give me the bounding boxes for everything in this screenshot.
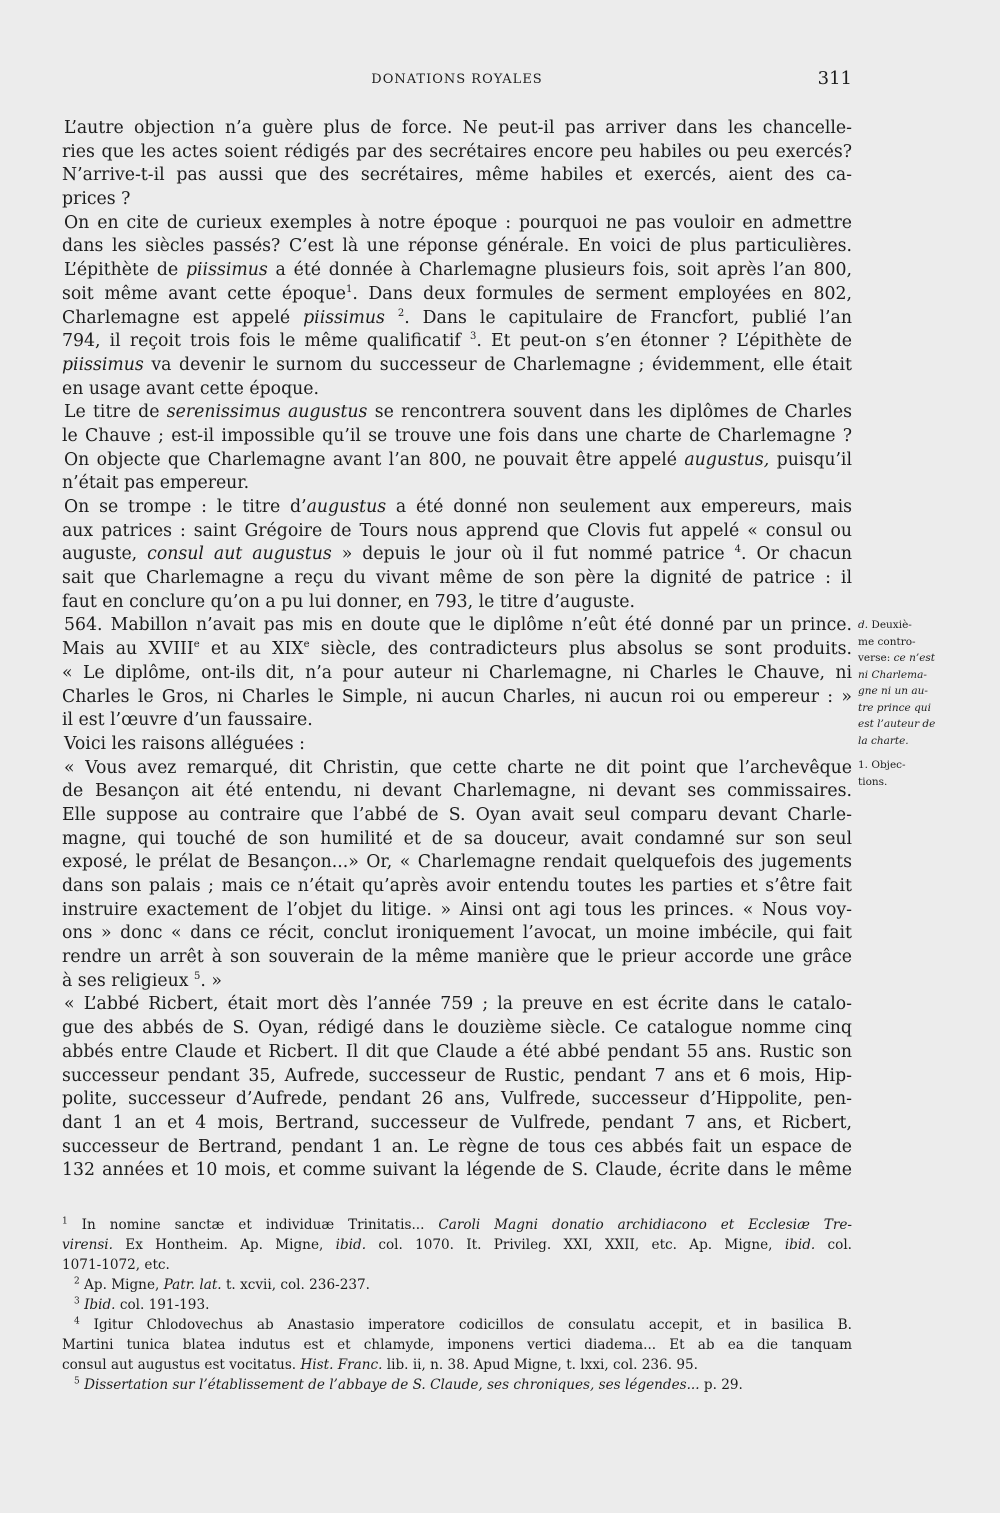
text-line: auguste, consul aut augustus » depuis le jour où il fut nommé patrice $^4$. Or chacun	[62, 544, 852, 565]
text-line: le Chauve ; est-il impossible qu’il se trouve une fois dans une charte de Charlemagne ?	[62, 425, 852, 446]
footnote-line: $^5$ Dissertation sur l’établissement de l’abbaye de S. Claude, ses chroniques, ses légendes... p. 29.	[74, 1376, 743, 1393]
footnote-line: $^3$ Ibid. col. 191-193.	[74, 1296, 210, 1313]
text-line: magne, qui touché de son humilité et de sa douceur, avait condamné sur son seul	[62, 828, 852, 849]
margin-note-objections	[858, 757, 958, 790]
margin-note-line: d. Deuxiè-	[858, 619, 912, 631]
main-text	[62, 117, 852, 1183]
text-line: Charles le Gros, ni Charles le Simple, ni aucun Charles, ni aucun roi ou empereur : »	[62, 686, 852, 707]
text-line: dant 1 an et 4 mois, Bertrand, successeur de Vulfrede, pendant 7 ans, et Ricbert,	[62, 1112, 852, 1133]
margin-note-line: la charte.	[858, 734, 909, 747]
text-line: « L’abbé Ricbert, était mort dès l’année 759 ; la preuve en est écrite dans le catalo-	[64, 994, 852, 1015]
text-line: n’était pas empereur.	[62, 473, 250, 494]
margin-note-line: 1. Objec-	[858, 759, 906, 771]
text-line: abbés entre Claude et Ricbert. Il dit que Claude a été abbé pendant 55 ans. Rustic son	[62, 1041, 852, 1062]
text-line: 564. Mabillon n’avait pas mis en doute que le diplôme n’eût été donné par un prince.	[64, 615, 852, 636]
footnote-line: $^4$ Igitur Chlodovechus ab Anastasio imperatore codicillos de consulatu accepit, et in basilica B.	[74, 1316, 852, 1333]
text-line: L’autre objection n’a guère plus de force. Ne peut-il pas arriver dans les chancelle-	[64, 118, 852, 138]
text-line: L’épithète de piissimus a été donnée à Charlemagne plusieurs fois, soit après l’an 800,	[64, 260, 852, 281]
text-line: polite, successeur d’Aufrede, pendant 26 ans, Vulfrede, successeur d’Hippolite, pen-	[62, 1089, 852, 1110]
margin-note-line: me contro-	[858, 635, 916, 648]
text-line: dans son palais ; mais ce n’était qu’après avoir entendu toutes les parties et s’être fait	[62, 876, 852, 896]
text-line: N’arrive-t-il pas aussi que des secrétaires, même habiles et exercés, aient des ca-	[62, 165, 852, 186]
page-number: 311	[817, 68, 852, 89]
text-line: Elle suppose au contraire que l’abbé de S. Oyan avait seul comparu devant Charle-	[62, 804, 852, 825]
text-line: il est l’œuvre d’un faussaire.	[62, 710, 313, 731]
text-line: On objecte que Charlemagne avant l’an 800, ne pouvait être appelé augustus, puisqu’il	[64, 449, 852, 470]
text-line: ries que les actes soient rédigés par des secrétaires encore peu habiles ou peu exercés?	[62, 141, 852, 162]
text-line: « Le diplôme, ont-ils dit, n’a pour auteur ni Charlemagne, ni Charles le Chauve, ni	[62, 662, 852, 683]
text-line: successeur pendant 35, Aufrede, successeur de Rustic, pendant 7 ans et 6 mois, Hip-	[62, 1065, 852, 1086]
text-line: en usage avant cette époque.	[62, 378, 319, 399]
text-line: Mais au XVIIIe et au XIXe siècle, des contradicteurs plus absolus se sont produits.	[62, 639, 852, 660]
text-line: rendre un arrêt à son souverain de la même manière que le prieur accorde une grâce	[62, 947, 852, 968]
margin-note-line: tre prince qui	[858, 701, 931, 714]
margin-note-deuxieme-controverse	[858, 617, 958, 749]
text-line: faut en conclure qu’on a pu lui donner, en 793, le titre d’auguste.	[62, 591, 635, 612]
footnote-line: virensi. Ex Hontheim. Ap. Migne, ibid. col. 1070. It. Privileg. XXI, XXII, etc. Ap. Migne, ibid. col.	[62, 1237, 852, 1253]
text-line: « Vous avez remarqué, dit Christin, que cette charte ne dit point que l’archevêque	[64, 757, 852, 778]
margin-note-line: ni Charlema-	[858, 668, 927, 681]
text-line: On se trompe : le titre d’augustus a été donné non seulement aux empereurs, mais	[64, 497, 852, 517]
footnote-line: 1071-1072, etc.	[62, 1257, 170, 1273]
text-line: sait que Charlemagne a reçu du vivant même de son père la dignité de patrice : il	[62, 568, 852, 589]
text-line: gue des abbés de S. Oyan, rédigé dans le douzième siècle. Ce catalogue nomme cinq	[62, 1018, 852, 1039]
margin-note-line: est l’auteur de	[858, 718, 936, 730]
text-line: 794, il reçoit trois fois le même qualificatif $^3$. Et peut-on s’en étonner ? L’épithète de	[62, 331, 852, 352]
text-line: dans les siècles passés? C’est là une réponse générale. En voici de plus particulières.	[62, 236, 852, 257]
margin-note-line: gne ni un au-	[858, 685, 928, 697]
text-line: Charlemagne est appelé piissimus $^2$. Dans le capitulaire de Francfort, publié l’an	[62, 307, 852, 328]
text-line: Le titre de serenissimus augustus se rencontrera souvent dans les diplômes de Charles	[64, 402, 852, 423]
footnote-line: Martini tunica blatea indutus est et chlamyde, imponens vertici diadema... Et ab ea die tanquam	[62, 1337, 852, 1353]
text-line: prices ?	[62, 189, 131, 210]
margin-note-line: verse: ce n’est	[858, 652, 936, 664]
footnote-line: $^2$ Ap. Migne, Patr. lat. t. xcvii, col. 236-237.	[74, 1276, 370, 1293]
text-line: ons » donc « dans ce récit, conclut ironiquement l’avocat, un moine imbécile, qui fait	[62, 923, 852, 944]
text-line: instruire exactement de l’objet du litige. » Ainsi ont agi tous les princes. « Nous voy-	[62, 899, 852, 920]
text-line: 132 années et 10 mois, et comme suivant la légende de S. Claude, écrite dans le même	[62, 1160, 852, 1181]
footnotes	[62, 1215, 852, 1395]
text-line: aux patrices : saint Grégoire de Tours nous apprend que Clovis fut appelé « consul ou	[62, 520, 852, 541]
footnote-line: $^1$ In nomine sanctæ et individuæ Trinitatis... Caroli Magni donatio archidiacono et Ecclesiæ Tre-	[62, 1216, 852, 1233]
text-line: Voici les raisons alléguées :	[64, 733, 305, 754]
text-line: piissimus va devenir le surnom du successeur de Charlemagne ; évidemment, elle était	[62, 354, 852, 375]
text-line: successeur de Bertrand, pendant 1 an. Le règne de tous ces abbés fait un espace de	[62, 1136, 852, 1157]
text-line: à ses religieux $^5$. »	[62, 970, 222, 991]
running-title: DONATIONS ROYALES	[371, 72, 543, 87]
page-header	[62, 68, 852, 94]
margin-note-line: tions.	[858, 775, 888, 788]
text-line: On en cite de curieux exemples à notre époque : pourquoi ne pas vouloir en admettre	[64, 212, 852, 233]
text-line: soit même avant cette époque$^1$. Dans deux formules de serment employées en 802,	[62, 283, 852, 304]
text-line: de Besançon ait été entendu, ni devant Charlemagne, ni devant ses commissaires.	[62, 781, 852, 802]
text-line: exposé, le prélat de Besançon...» Or, « Charlemagne rendait quelquefois des jugements	[62, 852, 852, 873]
footnote-line: consul aut augustus est vocitatus. Hist. Franc. lib. ii, n. 38. Apud Migne, t. lxxi, col. 236. 95.	[62, 1357, 698, 1373]
